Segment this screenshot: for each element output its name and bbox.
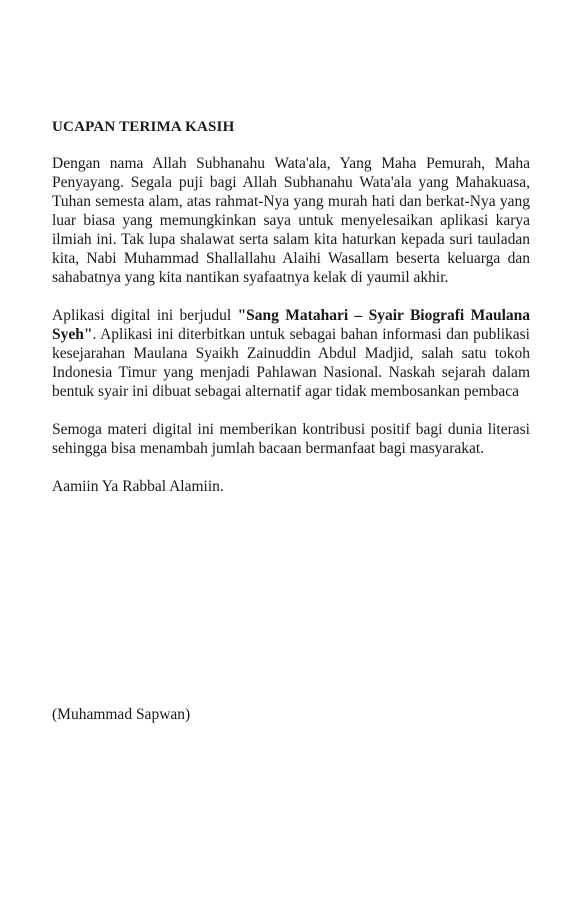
paragraph-hope: Semoga materi digital ini memberikan kontribusi positif bagi dunia literasi sehingga bisa menambah jumlah bacaan bermanfaat bagi masyarakat.	[52, 421, 530, 457]
paragraph-opening: Dengan nama Allah Subhanahu Wata'ala, Yang Maha Pemurah, Maha Penyayang. Segala puji bagi Allah Subhanahu Wata'ala yang Mahakuasa, Tuhan semesta alam, atas rahmat-Nya yang murah hati dan berkat-Nya yang luar biasa yang memungkinkan saya untuk menyelesaikan aplikasi karya ilmiah ini. Tak lupa shalawat serta salam kita haturkan kepada suri tauladan kita, Nabi Muhammad Shallallahu Alaihi Wasallam beserta keluarga dan sahabatnya yang kita nantikan syafaatnya kelak di yaumil akhir.	[52, 155, 530, 286]
page-title: UCAPAN TERIMA KASIH	[52, 119, 235, 135]
document-body	[52, 118, 530, 515]
signature: (Muhammad Sapwan)	[52, 706, 191, 723]
paragraph-app-suffix: . Aplikasi ini diterbitkan untuk sebagai bahan informasi dan publikasi kesejarahan Maulana Syaikh Zainuddin Abdul Madjid, salah satu tokoh Indonesia Timur yang menjadi Pahlawan Nasional. Naskah sejarah dalam bentuk syair ini dibuat sebagai alternatif agar tidak membosankan pembaca	[52, 326, 530, 400]
closing-line: Aamiin Ya Rabbal Alamiin.	[52, 478, 224, 495]
paragraph-app-prefix: Aplikasi digital ini berjudul	[52, 307, 238, 324]
paragraph-app-description	[52, 306, 530, 401]
app-title: "Sang Matahari – Syair Biografi Maulana Syeh"	[52, 307, 530, 343]
